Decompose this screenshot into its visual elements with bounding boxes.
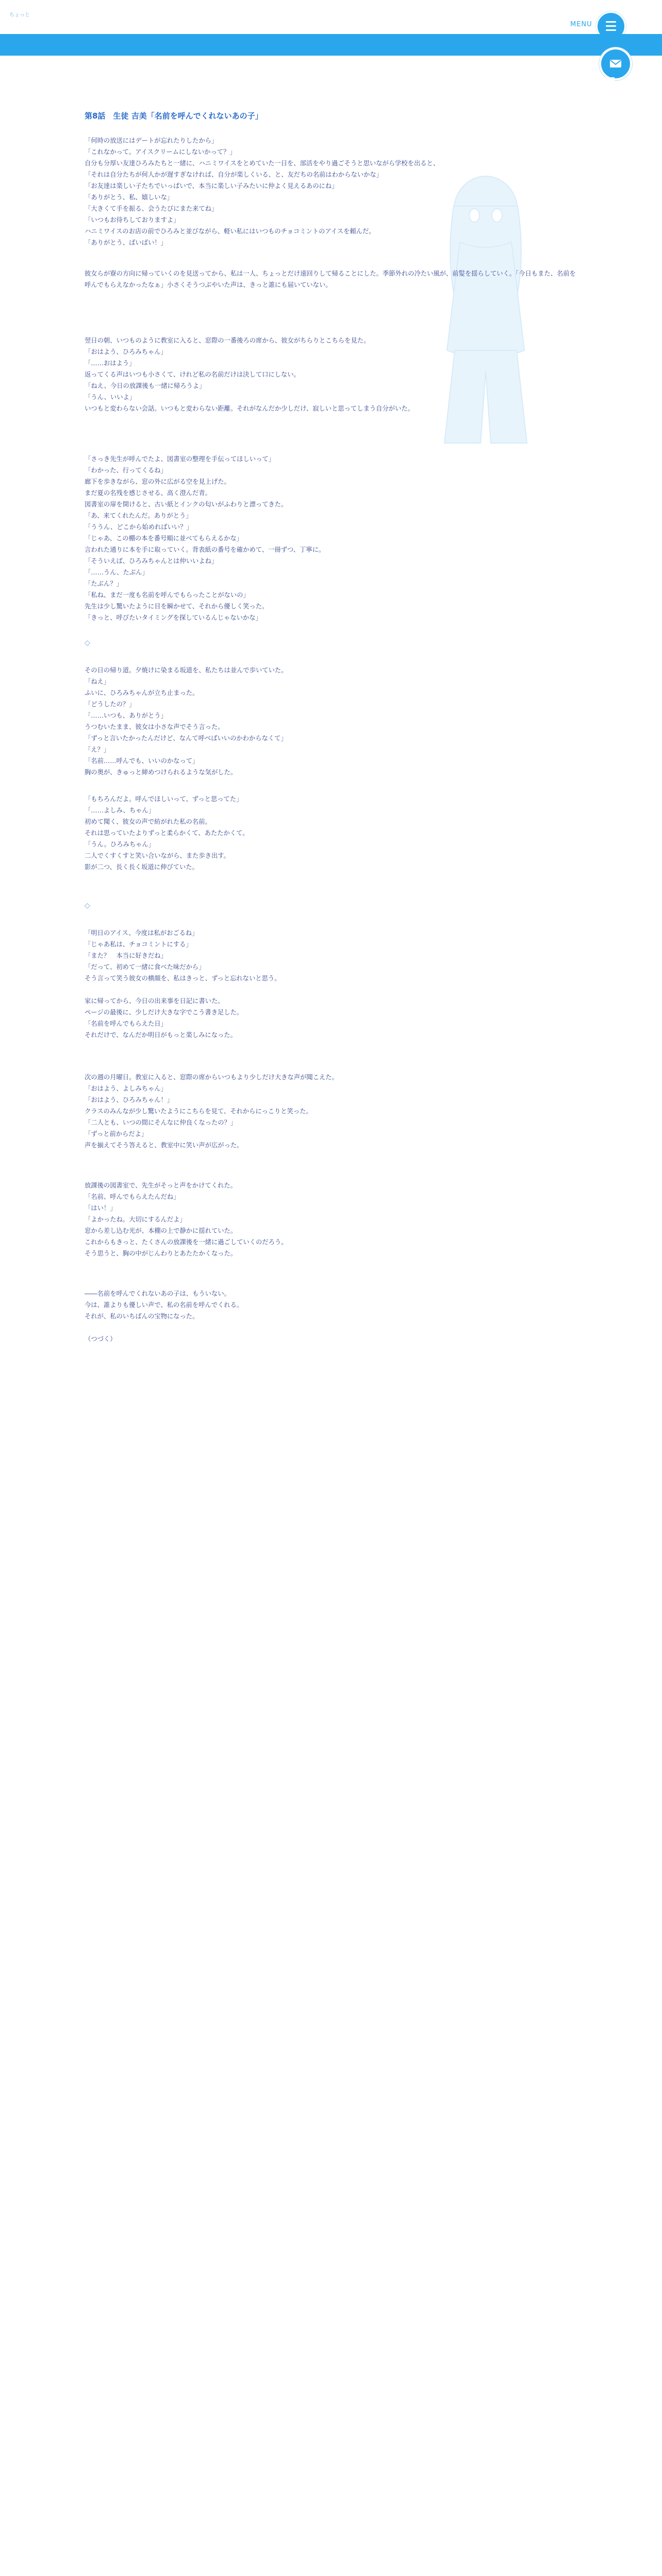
- hamburger-icon: [606, 21, 616, 23]
- mail-icon: [609, 57, 622, 70]
- site-mini-text: ちょっと: [9, 12, 30, 18]
- chapter-title: 第8話 生徒 吉美「名前を呼んでくれないあの子」: [85, 111, 263, 121]
- story-paragraph: 「明日のアイス、今度は私がおごるね」 「じゃあ私は、チョコミントにする」 「また？ 本当に好きだね」 「だって、初めて一緒に食べた味だから」 そう言って笑う彼女の横顔を、私はきっと、ずっと忘れないと思う。 家に帰ってから、今日の出来事を日記に書いた。 ページの最後に、少しだけ大きな字でこう書き足した。 「名前を呼んでもらえた日」 それだけで、なんだか明日がもっと楽しみになった。: [85, 929, 281, 1039]
- menu-label[interactable]: MENU: [570, 21, 592, 28]
- story-paragraph: 放課後の図書室で、先生がそっと声をかけてくれた。 「名前、呼んでもらえたんだね」 「はい！」 「よかったね。大切にするんだよ」 窓から差し込む光が、本棚の上で静かに揺れていた。 これからもきっと、たくさんの放課後を一緒に過ごしていくのだろう。 そう思うと、胸の中がじんわりとあたたかくなった。: [85, 1182, 288, 1257]
- story-paragraph: その日の帰り道。夕焼けに染まる坂道を、私たちは並んで歩いていた。 「ねえ」 ふいに、ひろみちゃんが立ち止まった。 「どうしたの？」 「……いつも、ありがとう」 うつむいたまま、彼女は小さな声でそう言った。 「ずっと言いたかったんだけど、なんて呼べばいいのかわからなくて」 「え？」 「名前……呼んでも、いいのかなって」 胸の奥が、きゅっと締めつけられるような気がした。: [85, 667, 288, 776]
- header-accent-bar: [0, 34, 662, 56]
- scene-break: ◇: [85, 902, 90, 910]
- scene-break: ◇: [85, 639, 90, 647]
- story-paragraph: 次の週の月曜日。教室に入ると、窓際の席からいつもより少しだけ大きな声が聞こえた。 「おはよう、よしみちゃん」 「おはよう、ひろみちゃん！」 クラスのみんなが少し驚いたようにこちらを見て、それからにっこりと笑った。 「二人とも、いつの間にそんなに仲良くなったの？」 「ずっと前からだよ」 声を揃えてそう答えると、教室中に笑い声が広がった。: [85, 1074, 338, 1149]
- story-paragraph: ――名前を呼んでくれないあの子は、もういない。 今は、誰よりも優しい声で、私の名前を呼んでくれる。 それが、私のいちばんの宝物になった。 （つづく）: [85, 1290, 243, 1343]
- site-header: [0, 0, 662, 30]
- story-paragraph: 翌日の朝、いつものように教室に入ると、窓際の一番後ろの席から、彼女がちらりとこちらを見た。 「おはよう、ひろみちゃん」 「……おはよう」 返ってくる声はいつも小さくて、けれど私の名前だけは決して口にしない。 「ねえ、今日の放課後も一緒に帰ろうよ」 「うん、いいよ」 いつもと変わらない会話。いつもと変わらない距離。それがなんだか少しだけ、寂しいと思ってしまう自分がいた。: [85, 337, 414, 412]
- story-paragraph: 「もちろんだよ。呼んでほしいって、ずっと思ってた」 「……よしみ、ちゃん」 初めて聞く、彼女の声で紡がれた私の名前。 それは思っていたよりずっと柔らかくて、あたたかくて。 「うん。ひろみちゃん」 二人でくすくすと笑い合いながら、また歩き出す。 影が二つ、長く長く坂道に伸びていた。: [85, 795, 249, 871]
- story-paragraph: 彼女らが寮の方向に帰っていくのを見送ってから、私は一人、ちょっとだけ遠回りして帰ることにした。季節外れの冷たい風が、前髪を揺らしていく。「今日もまた、名前を呼んでもらえなかったなぁ」小さくそうつぶやいた声は、きっと誰にも届いていない。: [85, 270, 576, 289]
- story-paragraph: 「さっき先生が呼んでたよ、図書室の整理を手伝ってほしいって」 「わかった、行ってくるね」 廊下を歩きながら、窓の外に広がる空を見上げた。 まだ夏の名残を感じさせる、高く澄んだ青。 図書室の扉を開けると、古い紙とインクの匂いがふわりと漂ってきた。 「あ、来てくれたんだ。ありがとう」 「ううん、どこから始めればいい？」 「じゃあ、この棚の本を番号順に並べてもらえるかな」 言われた通りに本を手に取っていく。背表紙の番号を確かめて、一冊ずつ、丁寧に。 「そういえば、ひろみちゃんとは仲いいよね」 「……うん、たぶん」 「たぶん？」 「私ね、まだ一度も名前を呼んでもらったことがないの」 先生は少し驚いたように目を瞬かせて、それから優しく笑った。 「きっと、呼びたいタイミングを探しているんじゃないかな」: [85, 455, 325, 621]
- story-paragraph: 「何時の放送にはデートが忘れたりしたから」 「これなかって。アイスクリームにしないかって？」 自分も分厚い友達ひろみたちと一緒に、ハニミワイスをとめていた一日を、部活をやり過ごそうと思いながら学校を出ると、 「それは自分たちが何人かが遅すぎなければ、自分が楽しくいる、と、友だちの名前はわからないかな」 「お友達は楽しい子たちでいっぱいで、本当に楽しい子みたいに仲よく見えるあのにね」 「ありがとう、私、嬉しいな」 「大きくて手を振る、会うたびにまた来てね」 「いつもお待ちしておりますよ」 ハニミワイスのお店の前でひろみと並びながら、軽い私にはいつものチョコミントのアイスを頼んだ。 「ありがとう、ばいばい！」: [85, 137, 440, 246]
- hamburger-icon-line: [606, 29, 616, 31]
- mail-button[interactable]: [599, 47, 632, 80]
- hamburger-icon-line: [606, 25, 616, 27]
